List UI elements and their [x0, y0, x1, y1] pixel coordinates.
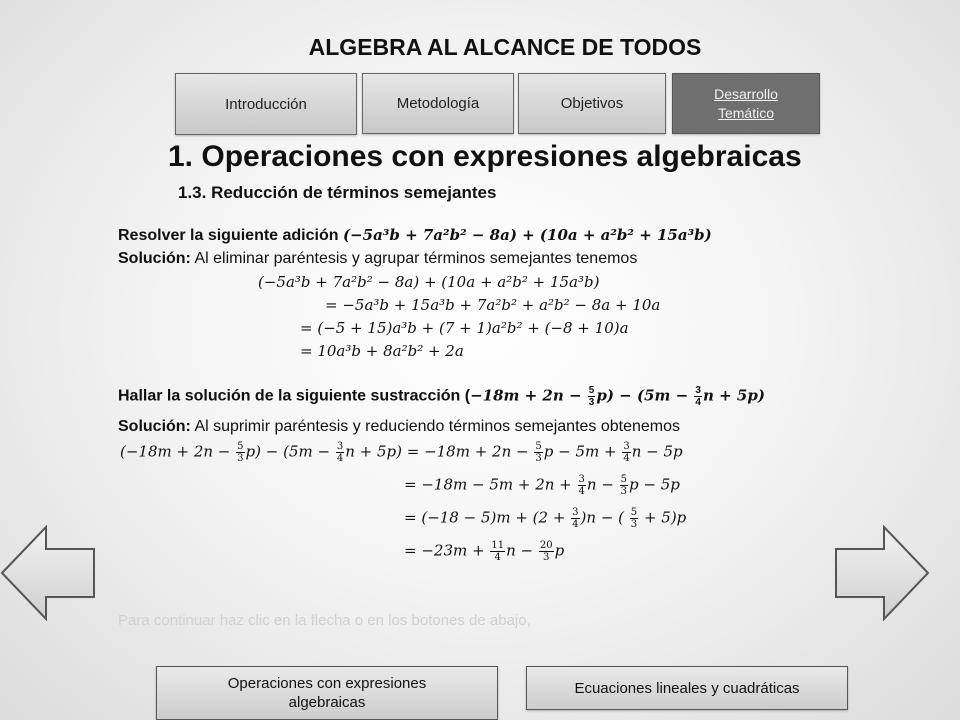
continue-hint: Para continuar haz clic en la flecha o en los botones de abajo,: [118, 612, 531, 629]
section-title: 1. Operaciones con expresiones algebraicas: [168, 140, 802, 173]
problem2-step: = −23m + $\frac{11}{4}$ n − $\frac{20}{3}$ p: [404, 540, 565, 563]
problem2-statement: Hallar la solución de la siguiente sustracción (: [118, 387, 471, 405]
problem2-step: (−18m + 2n − $\frac{5}{3}$ p) − (5m − $\frac{3}{4}$ n + 5p) = −18m + 2n − $\frac{5}{3}$ p − 5m + $\frac{3}{4}$ n − 5p: [120, 441, 683, 464]
problem1-expression: (−5a³b + 7a²b² − 8a) + (10a + a²b² + 15a³b): [342, 226, 712, 244]
problem2-step: = (−18 − 5)m + (2 + $\frac{3}{4}$ )n − ( $\frac{5}{3}$ + 5)p: [404, 507, 687, 530]
problem1-statement: Resolver la siguiente adición: [118, 227, 339, 244]
problem1-step: = −5a³b + 15a³b + 7a²b² + a²b² − 8a + 10a: [325, 296, 661, 314]
problem1-solution-text: Al eliminar paréntesis y agrupar términos semejantes tenemos: [190, 250, 638, 267]
problem1-step: = 10a³b + 8a²b² + 2a: [300, 342, 464, 360]
left-arrow-icon[interactable]: [0, 525, 96, 621]
tab-objetivos[interactable]: [518, 73, 666, 134]
ecuaciones-button-label: Ecuaciones lineales y cuadráticas: [574, 679, 800, 697]
operaciones-button-line1: Operaciones con expresiones: [227, 675, 427, 692]
section-subtitle: 1.3. Reducción de términos semejantes: [178, 183, 497, 202]
ecuaciones-button[interactable]: [526, 666, 848, 710]
tab-desarrollo-tematico[interactable]: [672, 73, 820, 134]
tab-introduccion-label: Introducción: [225, 95, 307, 113]
problem2-solution-label: Solución:: [118, 418, 191, 435]
tab-desarrollo-label-line1: Desarrollo: [714, 85, 778, 102]
problem2-solution-line: [118, 418, 680, 436]
problem2-statement-line: Hallar la solución de la siguiente sustracción (−18m + 2n − $\frac{5}{3}$ p) − (5m − $\frac{3}{4}$ n + 5p): [118, 385, 765, 408]
tab-metodologia[interactable]: [362, 73, 514, 134]
tab-objetivos-label: Objetivos: [560, 95, 624, 112]
problem1-step: (−5a³b + 7a²b² − 8a) + (10a + a²b² + 15a³b): [258, 273, 600, 291]
problem2-solution-text: Al suprimir paréntesis y reduciendo términos semejantes obtenemos: [190, 418, 681, 435]
operaciones-button[interactable]: [156, 666, 498, 720]
tab-metodologia-label: Metodología: [396, 95, 480, 112]
tab-desarrollo-label-line2: Temático: [717, 104, 775, 121]
tab-introduccion[interactable]: [175, 73, 357, 135]
page-title: ALGEBRA AL ALCANCE DE TODOS: [308, 34, 702, 60]
problem1-solution-line: [118, 250, 637, 268]
operaciones-button-line2: algebraicas: [288, 694, 366, 711]
problem1-statement-line: [118, 226, 712, 245]
right-arrow-icon[interactable]: [834, 525, 930, 621]
problem1-step: = (−5 + 15)a³b + (7 + 1)a²b² + (−8 + 10)a: [300, 319, 629, 337]
problem1-solution-label: Solución:: [118, 250, 191, 267]
problem2-step: = −18m − 5m + 2n + $\frac{3}{4}$ n − $\frac{5}{3}$ p − 5p: [404, 474, 680, 497]
